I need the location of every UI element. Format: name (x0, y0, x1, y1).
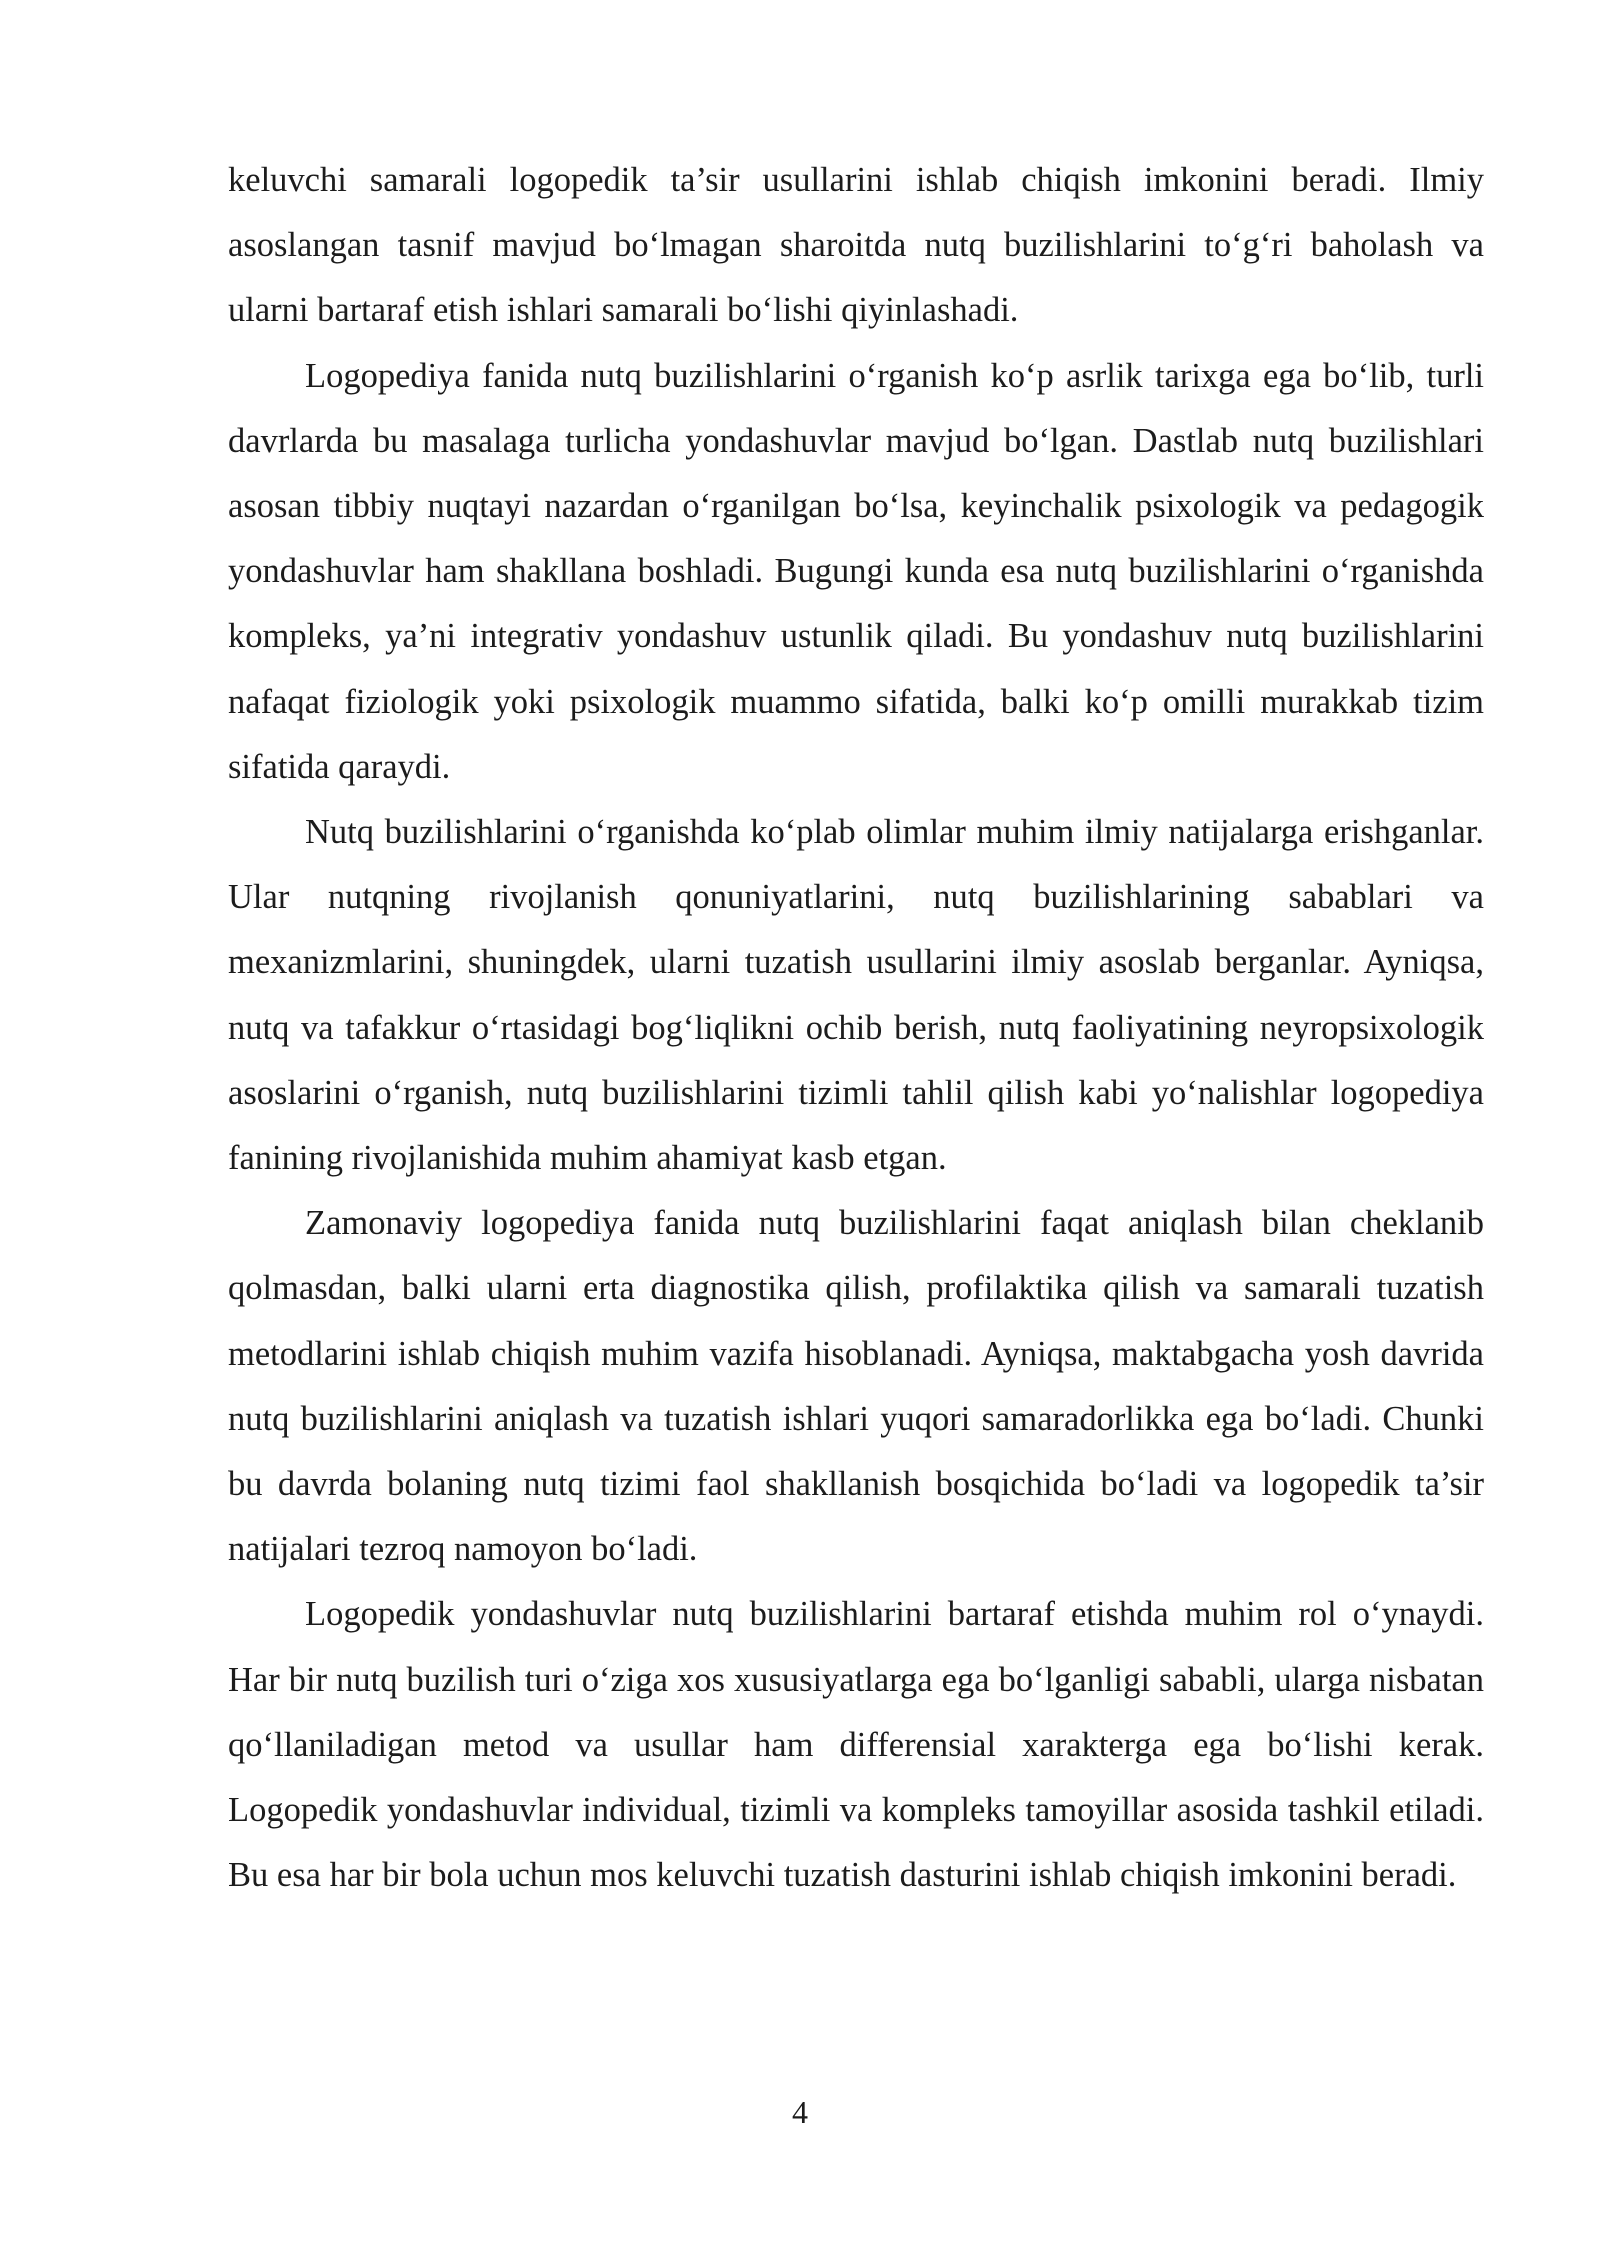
page-number: 4 (792, 2094, 808, 2130)
paragraph-modern-logopedics: Zamonaviy logopediya fanida nutq buzilishlarini faqat aniqlash bilan cheklanib qolmasdan, balki ularni erta diagnostika qilish, profilaktika qilish va samarali tuzatish metodlarini ishlab chiqish muhim vazifa hisoblanadi. Ayniqsa, maktabgacha yosh davrida nutq buzilishlarini aniqlash va tuzatish ishlari yuqori samaradorlikka ega bo‘ladi. Chunki bu davrda bolaning nutq tizimi faol shakllanish bosqichida bo‘ladi va logopedik ta’sir natijalari tezroq namoyon bo‘ladi. (228, 1204, 1484, 1569)
paragraph-logopedic-approaches: Logopedik yondashuvlar nutq buzilishlarini bartaraf etishda muhim rol o‘ynaydi. Har bir nutq buzilish turi o‘ziga xos xususiyatlarga ega bo‘lganligi sababli, ularga nisbatan qo‘llaniladigan metod va usullar ham differensial xarakterga ega bo‘lishi kerak. Logopedik yondashuvlar individual, tizimli va kompleks tamoyillar asosida tashkil etiladi. Bu esa har bir bola uchun mos keluvchi tuzatish dasturini ishlab chiqish imkonini beradi. (228, 1595, 1484, 1895)
paragraph-scholars: Nutq buzilishlarini o‘rganishda ko‘plab olimlar muhim ilmiy natijalarga erishganlar. Ular nutqning rivojlanish qonuniyatlarini, nutq buzilishlarining sabablari va mexanizmlarini, shuningdek, ularni tuzatish usullarini ilmiy asoslab berganlar. Ayniqsa, nutq va tafakkur o‘rtasidagi bog‘liqlikni ochib berish, nutq faoliyatining neyropsixologik asoslarini o‘rganish, nutq buzilishlarini tizimli tahlil qilish kabi yo‘nalishlar logopediya fanining rivojlanishida muhim ahamiyat kasb etgan. (228, 813, 1484, 1178)
paragraph-history: Logopediya fanida nutq buzilishlarini o‘rganish ko‘p asrlik tarixga ega bo‘lib, turli davrlarda bu masalaga turlicha yondashuvlar mavjud bo‘lgan. Dastlab nutq buzilishlari asosan tibbiy nuqtayi nazardan o‘rganilgan bo‘lsa, keyinchalik psixologik va pedagogik yondashuvlar ham shakllana boshladi. Bugungi kunda esa nutq buzilishlarini o‘rganishda kompleks, ya’ni integrativ yondashuv ustunlik qiladi. Bu yondashuv nutq buzilishlarini nafaqat fiziologik yoki psixologik muammo sifatida, balki ko‘p omilli murakkab tizim sifatida qaraydi. (228, 356, 1484, 786)
paragraph-continuation: keluvchi samarali logopedik ta’sir usullarini ishlab chiqish imkonini beradi. Ilmiy asoslangan tasnif mavjud bo‘lmagan sharoitda nutq buzilishlarini to‘g‘ri baholash va ularni bartaraf etish ishlari samarali bo‘lishi qiyinlashadi. (228, 161, 1484, 330)
body-text (228, 148, 1484, 1908)
